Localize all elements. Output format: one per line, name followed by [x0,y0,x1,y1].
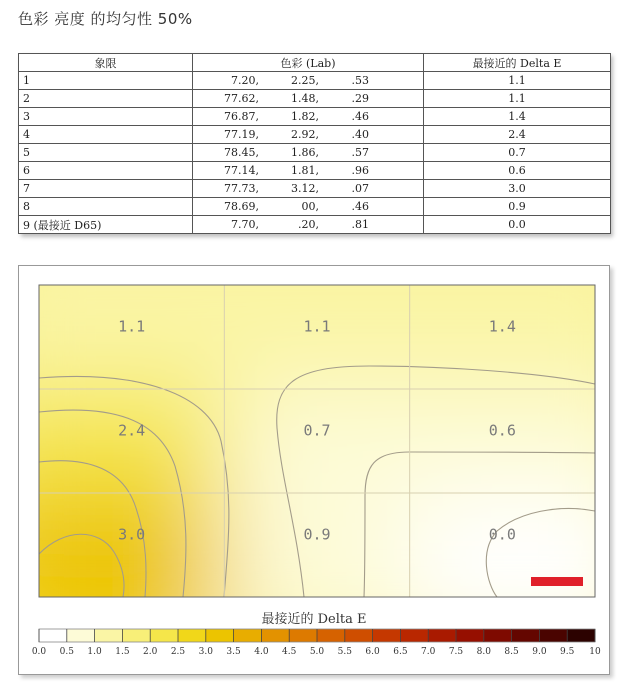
delta-e-cell: 0.7 [424,144,611,162]
quadrant-cell: 7 [19,180,193,198]
lab-L-value: 77.73, [224,182,259,195]
lab-L-value: 7.70, [231,218,259,231]
uniformity-table-wrapper [18,53,610,234]
table-row [19,90,611,108]
colorbar-swatch [400,629,428,642]
colorbar-tick-label: 2.5 [170,647,186,657]
colorbar-swatch [317,629,345,642]
colorbar-swatch [484,629,512,642]
cell-value-label: 1.4 [488,317,516,336]
uniformity-table [18,53,611,234]
colorbar-swatch [95,629,123,642]
quadrant-cell: 5 [19,144,193,162]
lab-cell [193,126,424,144]
colorbar-tick-label: 0.0 [31,647,47,657]
reference-marker [531,577,583,586]
delta-e-cell: 1.1 [424,90,611,108]
colorbar-swatch [39,629,67,642]
quadrant-cell: 1 [19,72,193,90]
quadrant-cell: 3 [19,108,193,126]
colorbar-tick-label: 9.5 [560,647,575,657]
colorbar-swatch [150,629,178,642]
lab-L-value: 76.87, [224,110,259,123]
colorbar-swatch [373,629,401,642]
cell-value-label: 0.9 [303,525,331,544]
delta-e-cell: 0.9 [424,198,611,216]
lab-b-value: .29 [351,92,369,105]
delta-e-cell: 3.0 [424,180,611,198]
lab-cell [193,90,424,108]
colorbar-tick-label: 5.5 [337,647,352,657]
colorbar-label: 最接近的 Delta E [261,612,367,627]
lab-a-value: .20, [298,218,319,231]
lab-a-value: 1.48, [291,92,319,105]
quadrant-cell: 4 [19,126,193,144]
table-row [19,72,611,90]
lab-cell [193,198,424,216]
colorbar-tick-label: 4.0 [254,647,269,657]
colorbar-swatch [261,629,289,642]
colorbar-tick-label: 6.5 [393,647,408,657]
lab-cell [193,216,424,234]
page-title: 色彩 亮度 的均匀性 50% [18,10,193,28]
colorbar-tick-label: 0.5 [59,647,74,657]
colorbar-swatch [345,629,373,642]
colorbar-tick-label: 7.5 [448,647,464,657]
colorbar-tick-label: 3.5 [226,647,241,657]
colorbar-swatch [67,629,95,642]
colorbar-tick-label: 2.0 [143,647,158,657]
colorbar-swatch [567,629,595,642]
colorbar-swatch [122,629,150,642]
colorbar-tick-label: 1.5 [115,647,130,657]
table-row [19,198,611,216]
heatmap-cell [224,389,409,493]
lab-cell [193,180,424,198]
cell-value-label: 0.7 [303,421,331,440]
colorbar-tick-label: 8.5 [504,647,519,657]
colorbar-tick-label: 6.0 [365,647,380,657]
lab-L-value: 77.14, [224,164,259,177]
table-row [19,216,611,234]
colorbar-swatch [428,629,456,642]
colorbar-swatch [539,629,567,642]
chart-frame [18,265,610,675]
colorbar-tick-label: 10 [589,647,601,657]
colorbar-tick-label: 5.0 [309,647,325,657]
cell-value-label: 0.0 [488,525,516,544]
lab-L-value: 78.69, [224,200,259,213]
lab-b-value: .40 [351,128,369,141]
colorbar-swatch [512,629,540,642]
lab-L-value: 77.62, [224,92,259,105]
colorbar-tick-label: 4.5 [282,647,297,657]
table-row [19,108,611,126]
lab-a-value: 1.81, [291,164,319,177]
colorbar-tick-label: 9.0 [532,647,547,657]
delta-e-cell: 0.6 [424,162,611,180]
lab-a-value: 1.82, [291,110,319,123]
column-header-delta-e: 最接近的 Delta E [424,54,611,72]
colorbar-tick-label: 1.0 [87,647,102,657]
colorbar-swatch [206,629,234,642]
lab-a-value: 1.86, [291,146,319,159]
cell-value-label: 2.4 [118,421,146,440]
colorbar-swatch [289,629,317,642]
table-body [19,72,611,234]
table-row [19,144,611,162]
lab-b-value: .53 [351,74,369,87]
quadrant-cell: 2 [19,90,193,108]
column-header-lab: 色彩 (Lab) [193,54,424,72]
delta-e-cell: 2.4 [424,126,611,144]
cell-value-label: 1.1 [118,317,146,336]
colorbar-tick-label: 8.0 [476,647,491,657]
lab-L-value: 77.19, [224,128,259,141]
colorbar-swatch [178,629,206,642]
table-row [19,126,611,144]
uniformity-heatmap [19,266,609,674]
lab-b-value: .57 [351,146,369,159]
lab-b-value: .46 [351,200,369,213]
delta-e-cell: 1.1 [424,72,611,90]
quadrant-cell: 9 (最接近 D65) [19,216,193,234]
cell-value-label: 3.0 [118,525,146,544]
lab-L-value: 78.45, [224,146,259,159]
colorbar-swatch [456,629,484,642]
cell-value-label: 1.1 [303,317,331,336]
colorbar-tick-label: 7.0 [421,647,436,657]
lab-a-value: 2.25, [291,74,319,87]
quadrant-cell: 8 [19,198,193,216]
heatmap-cell [19,389,224,493]
lab-cell [193,108,424,126]
table-row [19,180,611,198]
delta-e-cell: 1.4 [424,108,611,126]
delta-e-cell: 0.0 [424,216,611,234]
lab-b-value: .81 [351,218,369,231]
lab-b-value: .07 [351,182,369,195]
lab-b-value: .46 [351,110,369,123]
table-header-row [19,54,611,72]
lab-cell [193,72,424,90]
heatmap-cell [410,389,609,493]
column-header-quadrant: 象限 [19,54,193,72]
lab-b-value: .96 [351,164,369,177]
lab-a-value: 2.92, [291,128,319,141]
colorbar-swatch [234,629,262,642]
quadrant-cell: 6 [19,162,193,180]
lab-L-value: 7.20, [231,74,259,87]
lab-cell [193,144,424,162]
lab-cell [193,162,424,180]
lab-a-value: 00, [301,200,319,213]
lab-a-value: 3.12, [291,182,319,195]
table-row [19,162,611,180]
cell-value-label: 0.6 [488,421,516,440]
colorbar-tick-label: 3.0 [198,647,213,657]
